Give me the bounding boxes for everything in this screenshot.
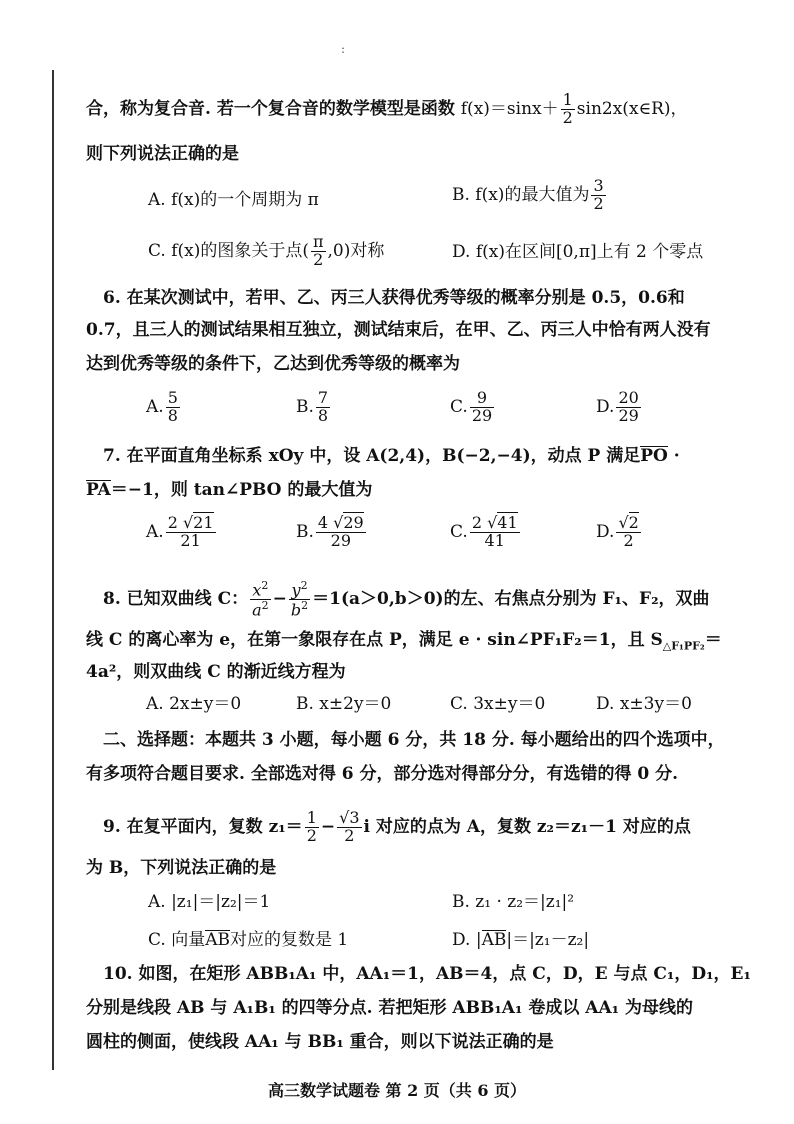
q7-option-b: B. $\frac{4 √29}{29}$: [296, 513, 364, 550]
section-2-heading-line-1: 二、选择题：本题共 3 小题，每小题 6 分，共 18 分. 每小题给出的四个选项中，: [103, 730, 725, 750]
q7-line-2: PA＝−1，则 tan∠PBO 的最大值为: [86, 480, 373, 500]
q8-option-d: D. x±3y＝0: [596, 694, 692, 714]
q9-option-d: D. |AB|＝|z₁－z₂|: [452, 930, 590, 950]
q9-option-a: A. |z₁|＝|z₂|＝1: [148, 892, 271, 912]
q6-line-2: 0.7，且三人的测试结果相互独立，测试结束后，在甲、乙、丙三人中恰有两人没有: [86, 320, 711, 340]
q8-line-2: 线 C 的离心率为 e，在第一象限存在点 P，满足 e · sin∠PF₁F₂＝1，且 $S_{\triangle F_1PF_2}=$: [86, 630, 722, 653]
q10-line-1: 10. 如图，在矩形 ABB₁A₁ 中，AA₁＝1，AB＝4，点 C，D，E 与点 C₁，D₁，E₁: [103, 964, 751, 984]
q6-option-b: B. $\frac{7}{8}$: [296, 388, 329, 425]
q9-line-1: 9. 在复平面内，复数 z₁＝ $\frac{1}{2}$ − $\frac{√3}{2}$ i 对应的点为 A，复数 z₂＝z₁－1 对应的点: [103, 808, 691, 845]
vector-po: PO: [640, 446, 668, 466]
q8-option-c: C. 3x±y＝0: [450, 694, 546, 714]
q9-option-b: B. z₁ · z₂＝|z₁|²: [452, 892, 575, 912]
q5-option-d: D. f(x)在区间[0,π]上有 2 个零点: [452, 242, 704, 262]
q8-line-3: 4a²，则双曲线 C 的渐近线方程为: [86, 662, 346, 682]
q5-frac-half: $\frac{1}{2}$: [562, 90, 573, 127]
q10-line-2: 分别是线段 AB 与 A₁B₁ 的四等分点. 若把矩形 ABB₁A₁ 卷成以 AA₁ 为母线的: [86, 998, 694, 1018]
q5-option-a: A. f(x)的一个周期为 π: [148, 190, 319, 210]
q8-option-b: B. x±2y＝0: [296, 694, 392, 714]
q5-line-1: 合，称为复合音. 若一个复合音的数学模型是函数 f(x)＝sinx＋ $\frac{1}{2}$ sin2x(x∈R)，: [86, 90, 688, 127]
q6-option-d: D. $\frac{20}{29}$: [596, 388, 639, 425]
q7-option-c: C. $\frac{2 √41}{41}$: [450, 513, 518, 550]
q7-line-1: 7. 在平面直角坐标系 xOy 中，设 A(2,4)，B(−2,−4)，动点 P 满足PO ·: [103, 446, 680, 466]
scan-speck: :: [341, 42, 346, 56]
page-footer: 高三数学试题卷 第 2 页（共 6 页）: [267, 1081, 527, 1100]
q10-line-3: 圆柱的侧面，使线段 AA₁ 与 BB₁ 重合，则以下说法正确的是: [86, 1032, 554, 1052]
q7-option-d: D. $\frac{√2}{2}$: [596, 513, 639, 550]
binding-margin-line: [52, 70, 54, 1070]
vector-pa: PA: [86, 480, 111, 500]
q6-line-1: 6. 在某次测试中，若甲、乙、丙三人获得优秀等级的概率分别是 0.5，0.6和: [103, 288, 685, 308]
q6-line-3: 达到优秀等级的条件下，乙达到优秀等级的概率为: [86, 354, 460, 374]
q9-option-c: C. 向量AB对应的复数是 1: [148, 930, 349, 950]
q7-option-a: A. $\frac{2 √21}{21}$: [146, 513, 214, 550]
vector-ab-modulus: AB: [481, 930, 507, 950]
q5-option-b: B. f(x)的最大值为 $\frac{3}{2}$: [452, 176, 604, 213]
q9-line-2: 为 B，下列说法正确的是: [86, 858, 277, 878]
q6-option-c: C. $\frac{9}{29}$: [450, 388, 493, 425]
q5-line-2: 则下列说法正确的是: [86, 144, 239, 164]
q6-option-a: A. $\frac{5}{8}$: [146, 388, 178, 425]
vector-ab: AB: [205, 930, 230, 950]
section-2-heading-line-2: 有多项符合题目要求. 全部选对得 6 分，部分选对得部分分，有选错的得 0 分.: [86, 764, 679, 784]
q8-line-1: 8. 已知双曲线 C： $\frac{x^2}{a^2}$ − $\frac{y^2}{b^2}$ ＝1(a＞0,b＞0)的左、右焦点分别为 F₁、F₂，双曲: [103, 579, 710, 620]
q5-option-c: C. f(x)的图象关于点( $\frac{\pi}{2}$ ,0)对称: [148, 232, 385, 269]
q8-option-a: A. 2x±y＝0: [146, 694, 242, 714]
